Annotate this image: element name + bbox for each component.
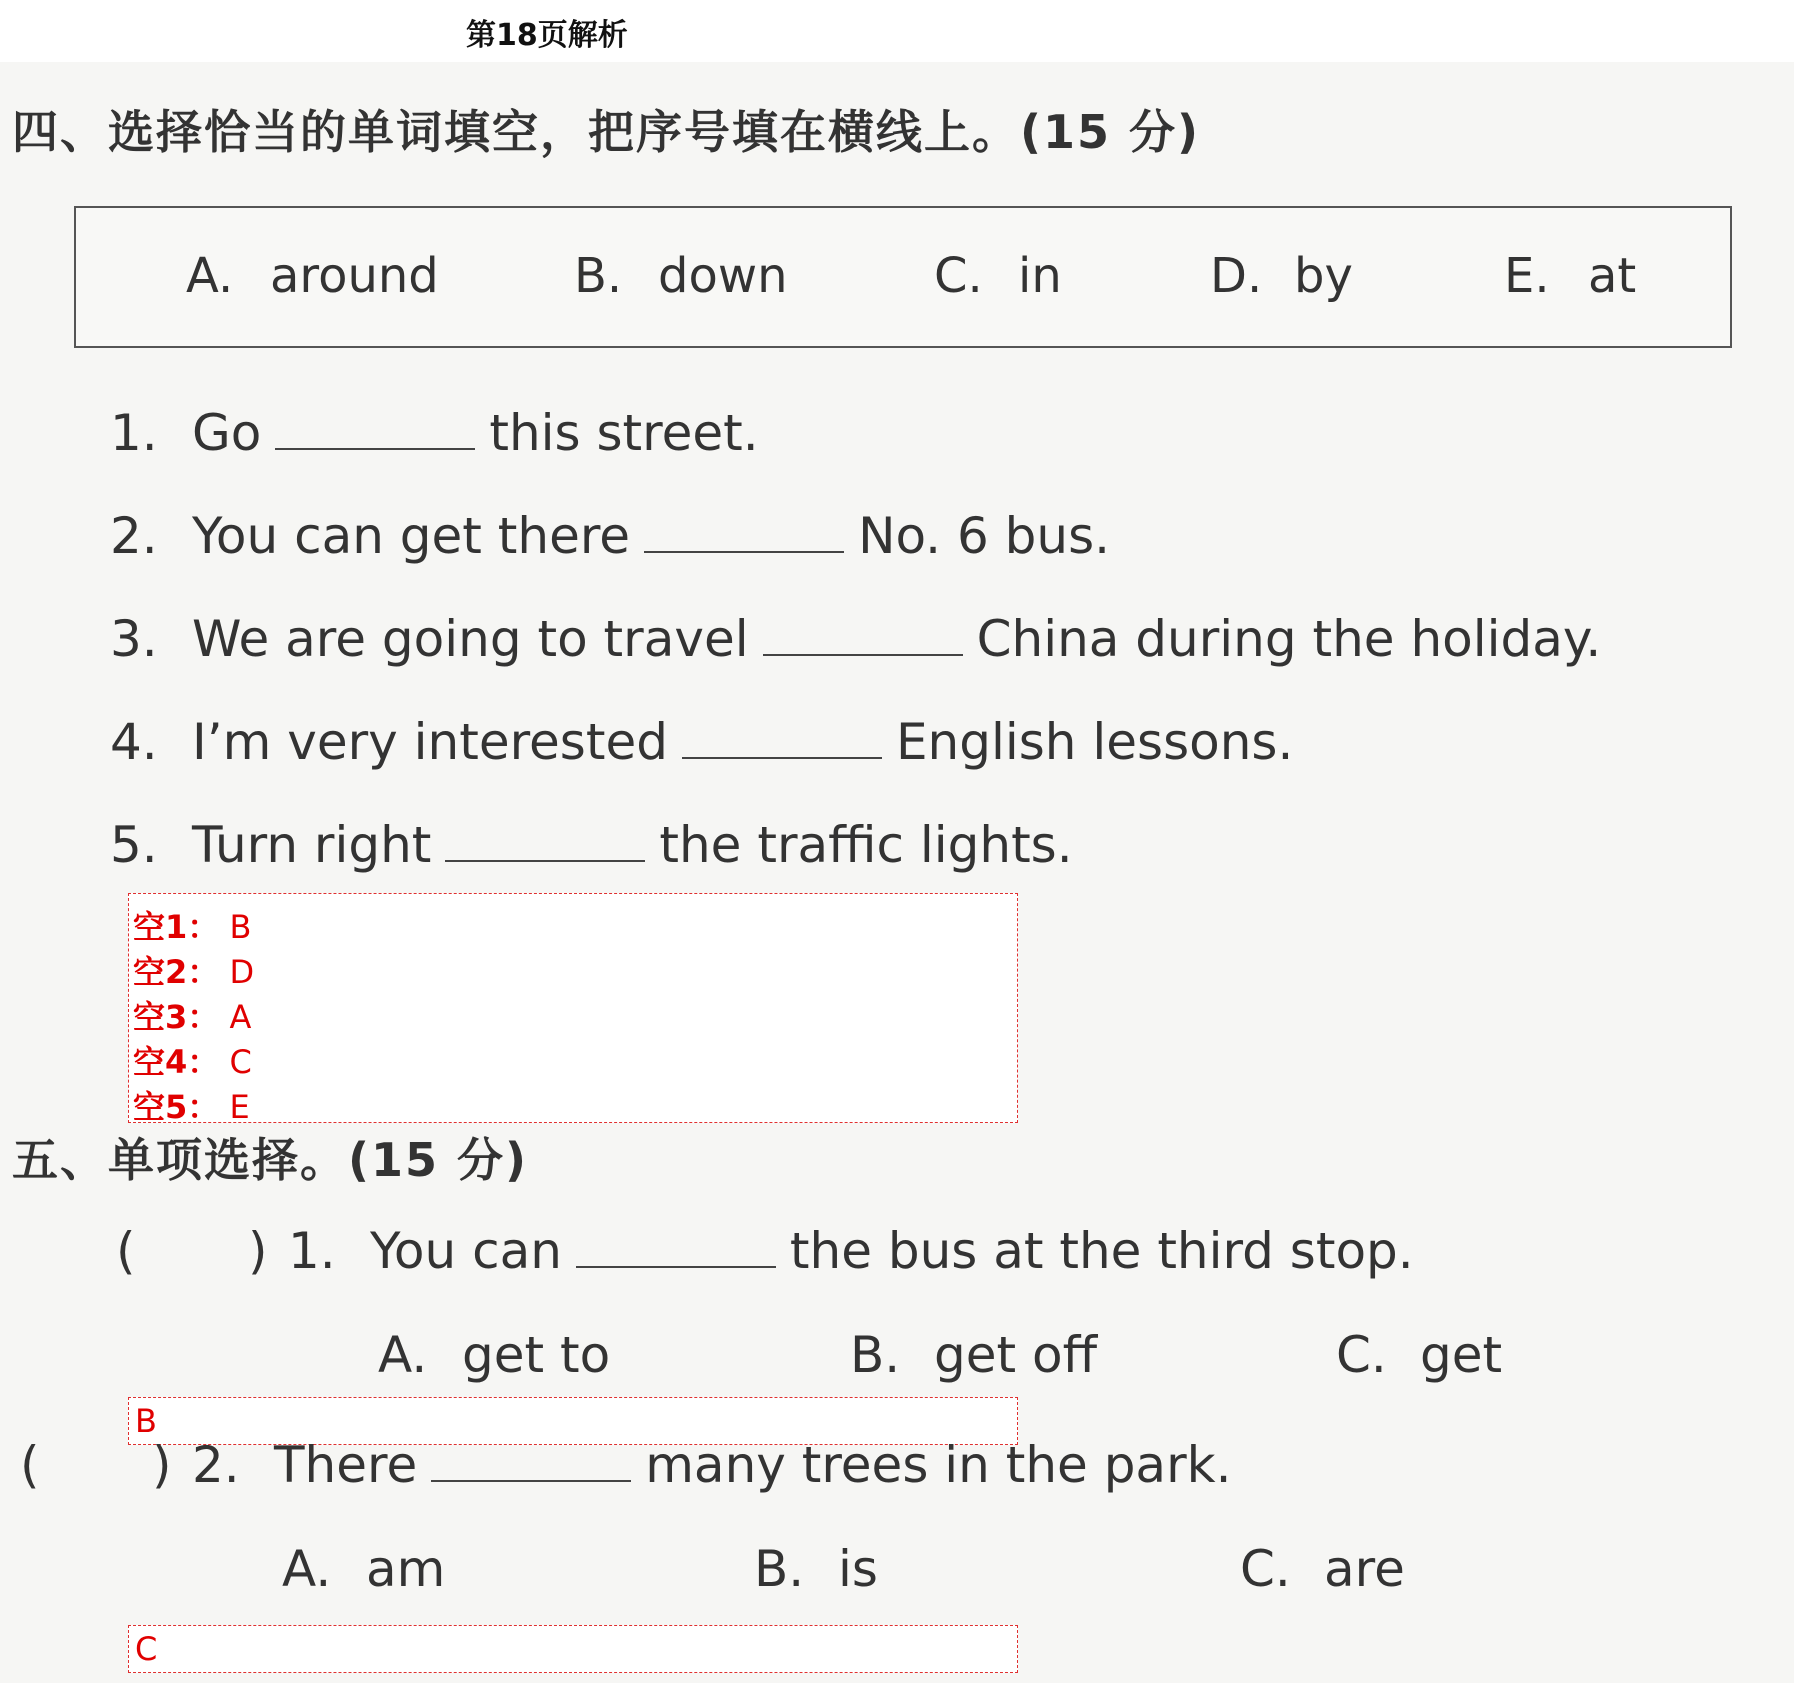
s5-q2-answer: C <box>135 1630 158 1668</box>
s5-q2-answer-box <box>128 1625 1018 1673</box>
answer-blank <box>763 652 963 656</box>
word-option-a: A. around <box>186 248 439 304</box>
answer-row-1: 空1： B <box>133 908 252 946</box>
answer-blank <box>431 1478 631 1482</box>
s4-question-4: 4. I’m very interested English lessons. <box>110 713 1294 771</box>
answer-row-2: 空2： D <box>133 953 255 991</box>
answer-blank <box>576 1264 776 1268</box>
answer-row-4: 空4： C <box>133 1043 252 1081</box>
page-title: 第18页解析 <box>466 18 628 53</box>
answer-blank <box>682 755 882 759</box>
answer-blank <box>275 446 475 450</box>
s4-question-1: 1. Go this street. <box>110 404 759 462</box>
s5-q2-option-b: B. is <box>754 1540 878 1598</box>
s4-question-5: 5. Turn right the traffic lights. <box>110 816 1073 874</box>
section-4-title: 四、选择恰当的单词填空，把序号填在横线上。(15 分) <box>12 105 1201 159</box>
s5-q1-option-c: C. get <box>1336 1326 1503 1384</box>
word-option-d: D. by <box>1210 248 1353 304</box>
answer-row-3: 空3： A <box>133 998 252 1036</box>
s5-q2-option-a: A. am <box>282 1540 446 1598</box>
answer-blank <box>644 549 844 553</box>
s5-q2-option-c: C. are <box>1240 1540 1405 1598</box>
s4-answer-box <box>128 893 1018 1126</box>
s5-q1-option-b: B. get off <box>850 1326 1098 1384</box>
word-option-c: C. in <box>934 248 1062 304</box>
answer-blank <box>445 858 645 862</box>
word-option-e: E. at <box>1504 248 1637 304</box>
answer-row-5: 空5： E <box>133 1088 250 1126</box>
word-option-b: B. down <box>574 248 788 304</box>
s4-question-3: 3. We are going to travel China during the holiday. <box>110 610 1602 668</box>
s5-question-2: ( ) 2. There many trees in the park. <box>20 1436 1232 1494</box>
s5-question-1: ( ) 1. You can the bus at the third stop. <box>116 1222 1414 1280</box>
s5-q1-answer: B <box>135 1402 157 1440</box>
section-5-title: 五、单项选择。(15 分) <box>12 1133 529 1187</box>
word-bank-box <box>74 206 1732 348</box>
s4-question-2: 2. You can get there No. 6 bus. <box>110 507 1111 565</box>
s5-q1-option-a: A. get to <box>378 1326 611 1384</box>
